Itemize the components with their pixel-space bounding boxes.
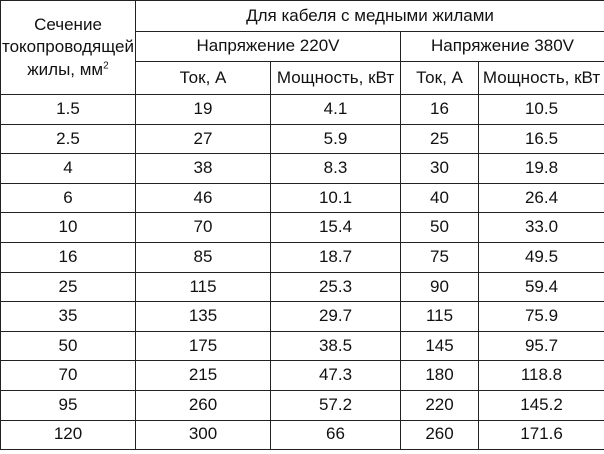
table-row [1, 302, 604, 332]
power-220-cell: 18.7 [271, 242, 401, 272]
power-380-cell: 59.4 [479, 272, 604, 302]
section-cell: 1.5 [1, 95, 136, 125]
section-cell: 35 [1, 302, 136, 332]
table-row [1, 95, 604, 125]
current-380-cell: 16 [401, 95, 479, 125]
current-380-cell: 220 [401, 390, 479, 420]
power-380-cell: 33.0 [479, 213, 604, 243]
table-row [1, 361, 604, 391]
current-220-cell: 260 [136, 390, 271, 420]
current-380-cell: 30 [401, 154, 479, 184]
voltage-380-header: Напряжение 380V [401, 32, 604, 62]
section-cell: 120 [1, 420, 136, 450]
power-380-cell: 26.4 [479, 183, 604, 213]
section-cell: 2.5 [1, 124, 136, 154]
power-380-cell: 95.7 [479, 331, 604, 361]
current-380-cell: 145 [401, 331, 479, 361]
current-220-cell: 215 [136, 361, 271, 391]
current-220-cell: 38 [136, 154, 271, 184]
current-380-cell: 25 [401, 124, 479, 154]
table-row [1, 124, 604, 154]
power-220-cell: 25.3 [271, 272, 401, 302]
power-220-cell: 57.2 [271, 390, 401, 420]
current-220-cell: 19 [136, 95, 271, 125]
section-cell: 95 [1, 390, 136, 420]
current-220-cell: 27 [136, 124, 271, 154]
current-380-cell: 40 [401, 183, 479, 213]
power-380-cell: 19.8 [479, 154, 604, 184]
power-380-cell: 145.2 [479, 390, 604, 420]
power-220-cell: 15.4 [271, 213, 401, 243]
power-380-cell: 118.8 [479, 361, 604, 391]
power-380-cell: 16.5 [479, 124, 604, 154]
current-220-cell: 115 [136, 272, 271, 302]
current-380-cell: 115 [401, 302, 479, 332]
section-cell: 70 [1, 361, 136, 391]
power-380-cell: 49.5 [479, 242, 604, 272]
section-header-line-3: жилы, мм [27, 59, 104, 79]
section-cell: 6 [1, 183, 136, 213]
section-cell: 50 [1, 331, 136, 361]
power-380-cell: 10.5 [479, 95, 604, 125]
section-cell: 25 [1, 272, 136, 302]
current-380-header: Ток, А [401, 62, 479, 95]
power-380-header: Мощность, кВт [479, 62, 604, 95]
power-220-cell: 5.9 [271, 124, 401, 154]
power-220-cell: 10.1 [271, 183, 401, 213]
table-row [1, 390, 604, 420]
current-380-cell: 90 [401, 272, 479, 302]
table-row [1, 272, 604, 302]
table-row [1, 420, 604, 450]
table-row [1, 183, 604, 213]
current-220-cell: 46 [136, 183, 271, 213]
header-row-cable-type [1, 1, 604, 32]
power-380-cell: 171.6 [479, 420, 604, 450]
table-body [1, 95, 604, 450]
table-row [1, 213, 604, 243]
current-220-cell: 135 [136, 302, 271, 332]
current-220-cell: 300 [136, 420, 271, 450]
current-220-cell: 175 [136, 331, 271, 361]
power-220-cell: 8.3 [271, 154, 401, 184]
power-220-cell: 29.7 [271, 302, 401, 332]
power-220-cell: 66 [271, 420, 401, 450]
voltage-220-header: Напряжение 220V [136, 32, 401, 62]
power-220-cell: 4.1 [271, 95, 401, 125]
section-cell: 16 [1, 242, 136, 272]
current-380-cell: 260 [401, 420, 479, 450]
section-column-header [1, 1, 136, 95]
table-row [1, 154, 604, 184]
section-header-line-1: Сечение [34, 15, 102, 35]
current-220-cell: 70 [136, 213, 271, 243]
power-220-cell: 38.5 [271, 331, 401, 361]
power-380-cell: 75.9 [479, 302, 604, 332]
section-cell: 4 [1, 154, 136, 184]
table-row [1, 331, 604, 361]
section-header-unit-sup: 2 [103, 59, 109, 71]
section-header-line-2: токопроводящей [1, 37, 135, 57]
current-380-cell: 50 [401, 213, 479, 243]
current-220-cell: 85 [136, 242, 271, 272]
section-cell: 10 [1, 213, 136, 243]
cable-type-header: Для кабеля с медными жилами [136, 1, 604, 32]
power-220-header: Мощность, кВт [271, 62, 401, 95]
current-380-cell: 180 [401, 361, 479, 391]
current-380-cell: 75 [401, 242, 479, 272]
table-row [1, 242, 604, 272]
power-220-cell: 47.3 [271, 361, 401, 391]
current-220-header: Ток, А [136, 62, 271, 95]
